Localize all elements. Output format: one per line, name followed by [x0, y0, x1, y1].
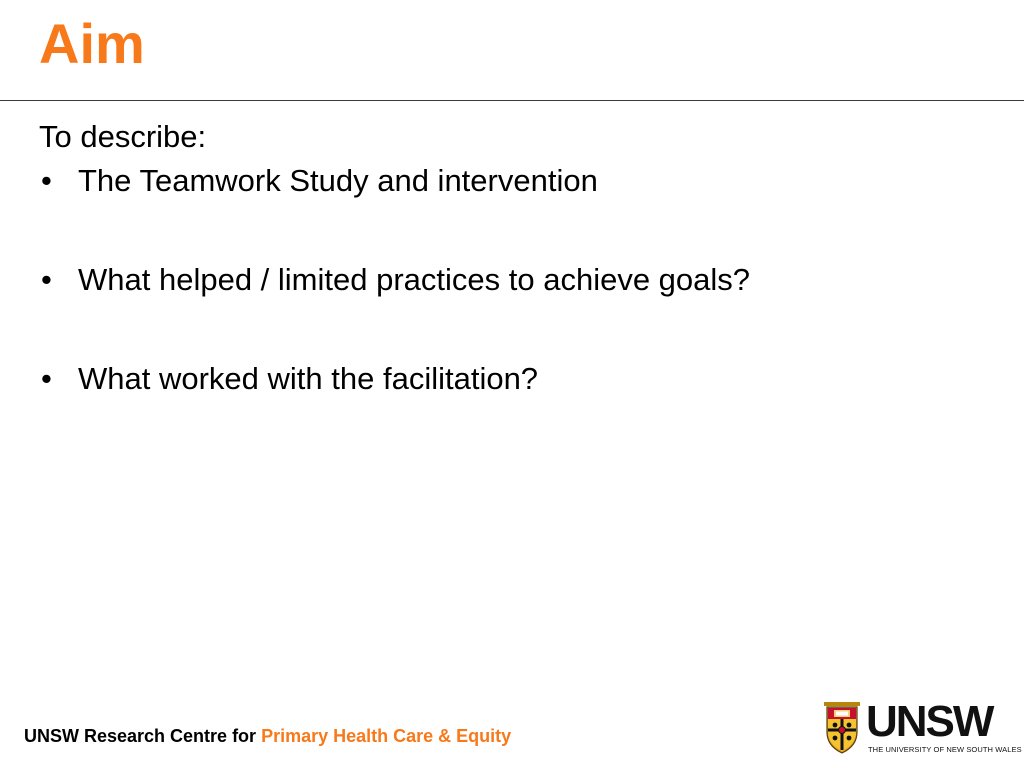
bullet-marker: •	[41, 361, 52, 396]
footer-highlight: Primary Health Care & Equity	[261, 726, 512, 746]
unsw-tagline: THE UNIVERSITY OF NEW SOUTH WALES	[868, 745, 1022, 754]
bullet-marker: •	[41, 163, 52, 198]
bullet-text: What worked with the facilitation?	[78, 361, 539, 396]
bullet-text: The Teamwork Study and intervention	[78, 163, 598, 198]
bullet-item	[39, 159, 999, 203]
footer-centre-name	[24, 724, 511, 748]
unsw-logo	[824, 697, 1022, 758]
intro-text: To describe:	[39, 119, 207, 154]
footer-prefix: UNSW Research Centre for	[24, 726, 262, 746]
bullet-marker: •	[41, 262, 52, 297]
title-divider	[0, 100, 1024, 101]
bullet-item	[39, 357, 999, 401]
slide-title: Aim	[39, 12, 145, 75]
unsw-crest-icon	[824, 702, 860, 754]
slide-body	[39, 115, 999, 456]
unsw-wordmark: UNSW	[866, 697, 993, 746]
bullet-item	[39, 258, 999, 302]
bullet-text: What helped / limited practices to achieve goals?	[78, 262, 751, 297]
bullet-list	[39, 159, 999, 401]
